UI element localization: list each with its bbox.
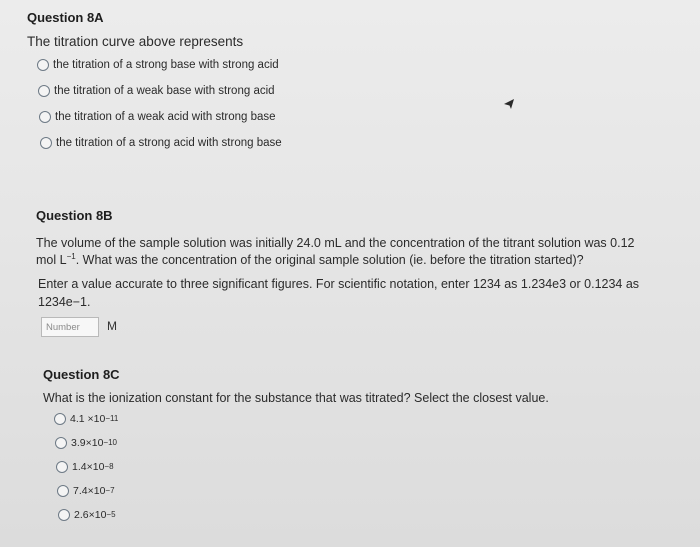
- question-8a-title: Question 8A: [27, 10, 104, 25]
- radio-button[interactable]: [39, 111, 51, 123]
- option-label: the titration of a weak acid with strong base: [55, 111, 276, 123]
- radio-button[interactable]: [58, 509, 70, 521]
- question-8b-line-2: [36, 251, 584, 269]
- question-8b-line-1: The volume of the sample solution was initially 24.0 mL and the concentration of the titrant solution was 0.12: [36, 236, 635, 250]
- question-8b-instructions: Enter a value accurate to three significant figures. For scientific notation, enter 1234 as 1.234e3 or 0.1234 as: [38, 277, 640, 291]
- answer-unit-label: M: [107, 319, 117, 333]
- question-text: . What was the concentration of the original sample solution (ie. before the titration started)?: [75, 253, 584, 267]
- question-8a-prompt: The titration curve above represents: [27, 34, 244, 49]
- radio-button[interactable]: [38, 85, 50, 97]
- mouse-cursor-icon: [503, 98, 515, 110]
- option-label: the titration of a strong base with strong acid: [53, 59, 279, 71]
- q8c-option-3[interactable]: 1.4×10 −8: [56, 461, 114, 473]
- answer-number-input[interactable]: Number: [41, 317, 99, 337]
- q8c-option-2[interactable]: 3.9×10 −10: [55, 437, 117, 449]
- option-value: 2.6×10: [74, 509, 107, 521]
- q8c-option-1[interactable]: 4.1 ×10 −11: [54, 413, 118, 425]
- q8c-option-4[interactable]: 7.4×10 −7: [57, 485, 115, 497]
- option-value: 7.4×10: [73, 485, 106, 497]
- option-label: the titration of a strong acid with strong base: [56, 137, 282, 149]
- q8a-option-2[interactable]: [38, 85, 275, 97]
- unit-text: mol L: [36, 253, 67, 267]
- q8a-option-4[interactable]: [40, 137, 282, 149]
- radio-button[interactable]: [56, 461, 68, 473]
- q8a-option-1[interactable]: [37, 59, 279, 71]
- exponent: −1: [66, 251, 76, 261]
- radio-button[interactable]: [55, 437, 67, 449]
- question-8c-prompt: What is the ionization constant for the substance that was titrated? Select the closest value.: [43, 391, 549, 405]
- option-label: the titration of a weak base with strong acid: [54, 85, 275, 97]
- option-value: 4.1 ×10: [70, 413, 106, 425]
- question-8b-instructions-cont: 1234e−1.: [38, 295, 91, 309]
- question-8c-title: Question 8C: [43, 367, 120, 382]
- radio-button[interactable]: [40, 137, 52, 149]
- option-value: 1.4×10: [72, 461, 105, 473]
- option-value: 3.9×10: [71, 437, 104, 449]
- q8a-option-3[interactable]: [39, 111, 276, 123]
- q8c-option-5[interactable]: 2.6×10 −5: [58, 509, 116, 521]
- radio-button[interactable]: [37, 59, 49, 71]
- radio-button[interactable]: [54, 413, 66, 425]
- radio-button[interactable]: [57, 485, 69, 497]
- question-8b-title: Question 8B: [36, 208, 113, 223]
